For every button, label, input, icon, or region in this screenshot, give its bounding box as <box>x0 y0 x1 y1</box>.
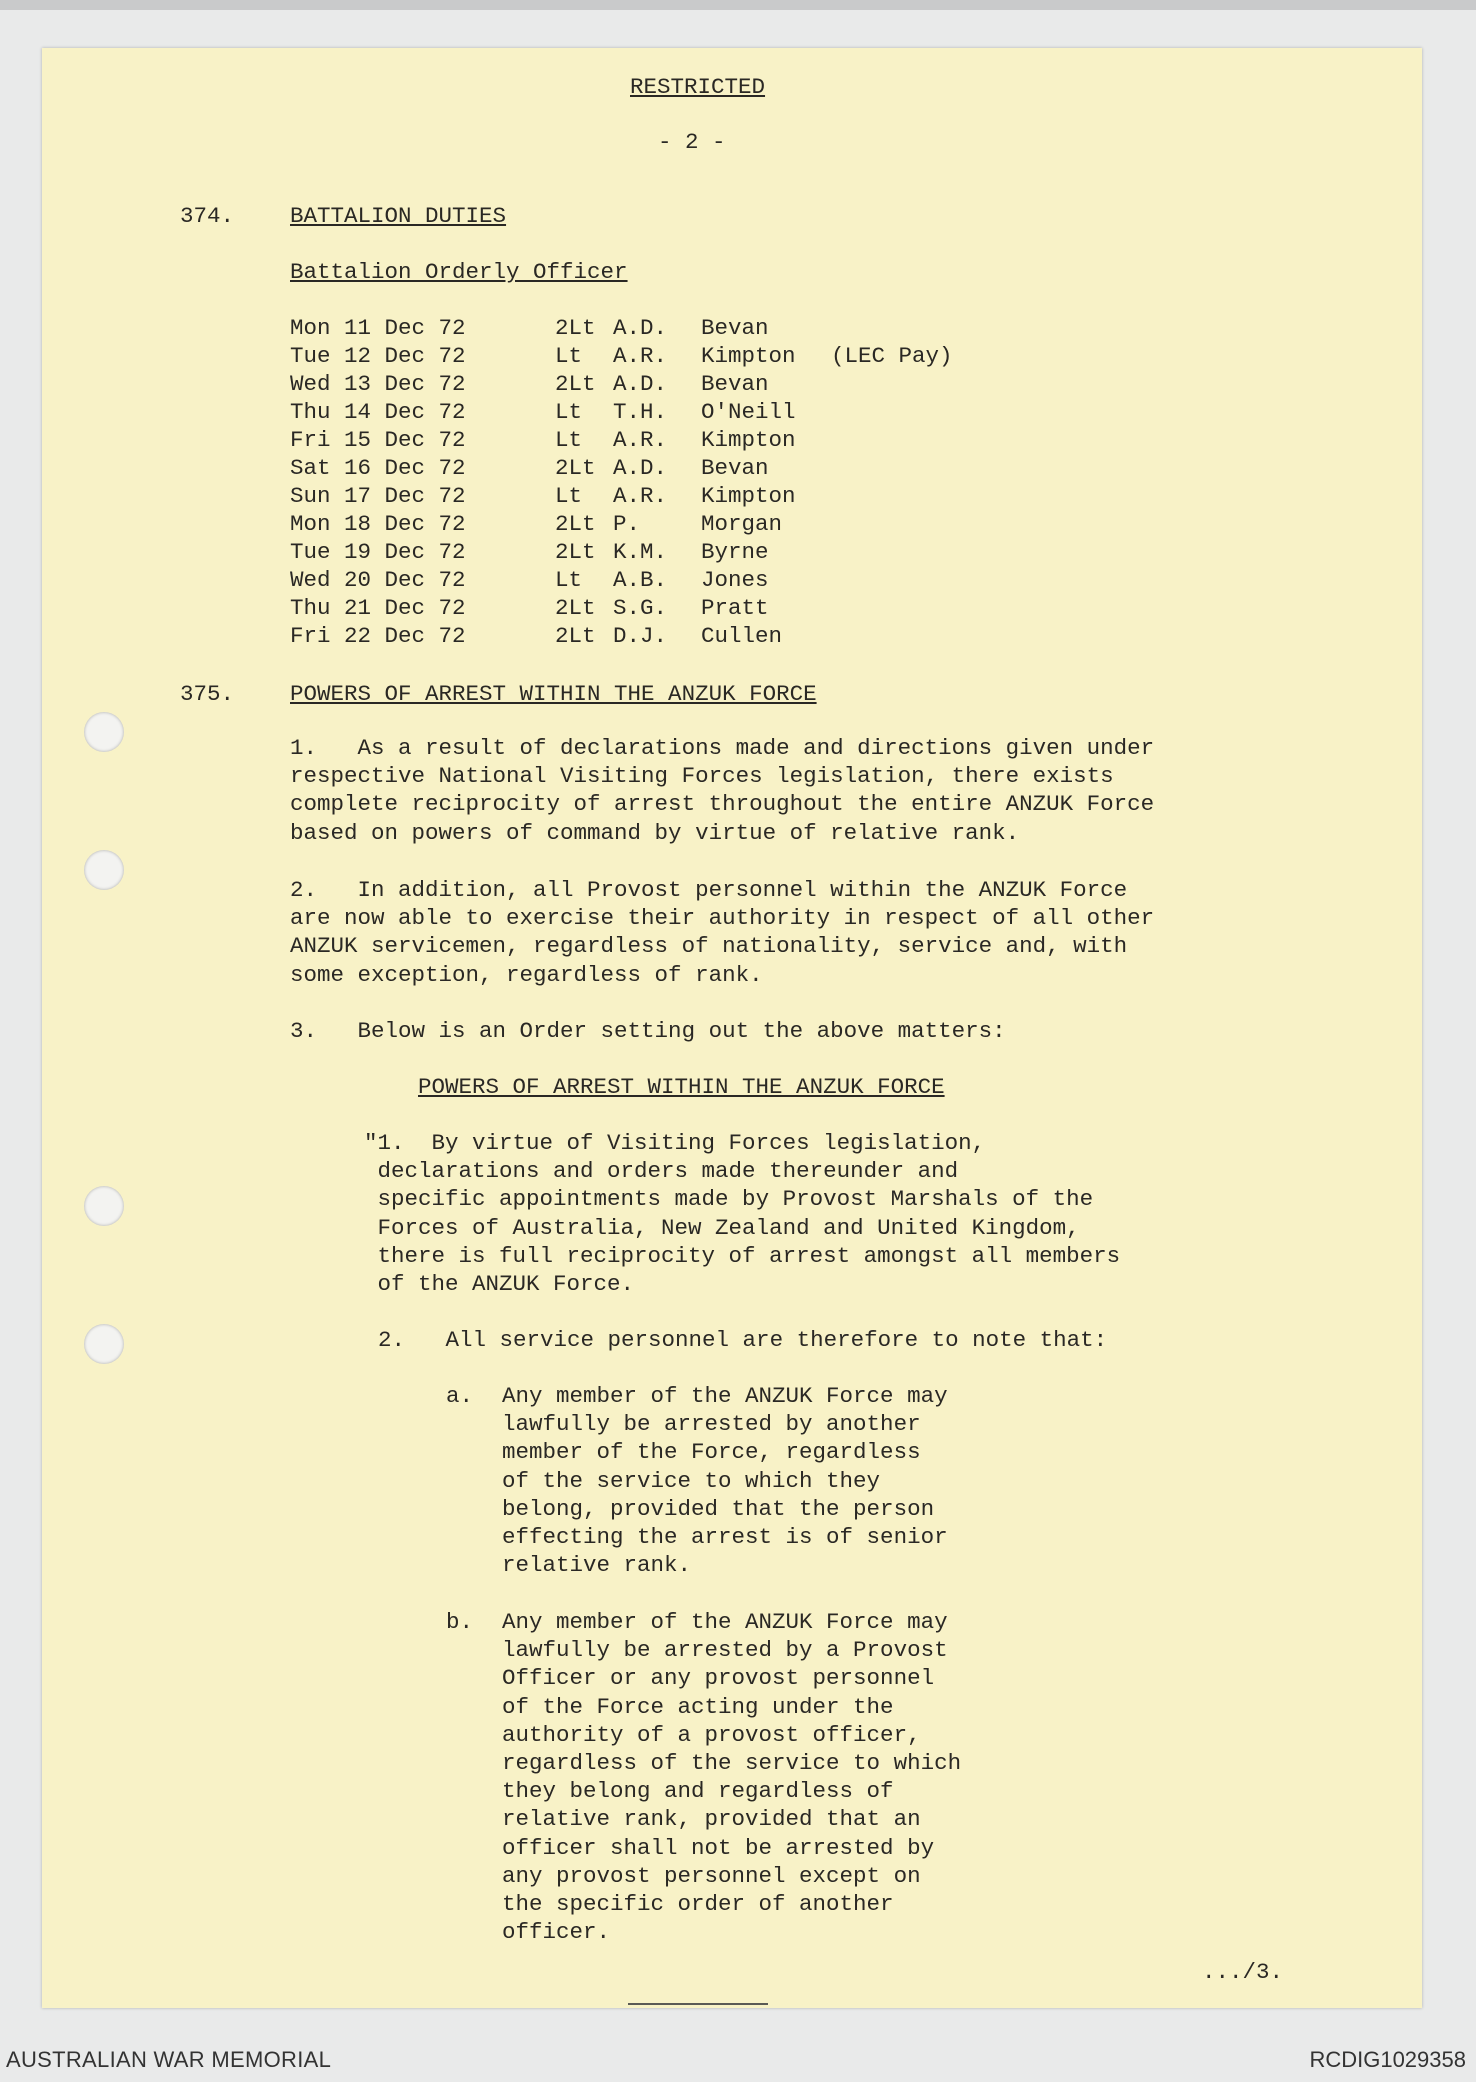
paragraph-2: 2. In addition, all Provost personnel within the ANZUK Force are now able to exercise their authority in respect of all other ANZUK servicemen, regardless of nationality, service and, with some exception, regardless of rank. <box>290 877 1155 988</box>
duty-row <box>290 566 831 594</box>
duty-initials: T.H. <box>613 399 668 425</box>
duty-row <box>290 594 831 622</box>
battalion-duties-heading: BATTALION DUTIES <box>290 203 507 229</box>
duty-note: (LEC Pay) <box>831 343 953 369</box>
order-heading: POWERS OF ARREST WITHIN THE ANZUK FORCE <box>418 1074 945 1100</box>
duty-name: Pratt <box>701 595 769 621</box>
duty-rank: Lt <box>555 567 583 593</box>
duty-initials: A.D. <box>613 371 668 397</box>
subpara-b-label: b. <box>446 1609 474 1635</box>
duty-initials: K.M. <box>613 539 668 565</box>
scan-top-bar <box>0 0 1476 10</box>
duty-initials: D.J. <box>613 623 668 649</box>
duty-rank: 2Lt <box>555 511 596 537</box>
duty-rank: Lt <box>555 483 583 509</box>
continuation-marker: .../3. <box>1202 1959 1284 1985</box>
duty-rank: Lt <box>555 427 583 453</box>
duty-rank: 2Lt <box>555 539 596 565</box>
duty-rank: 2Lt <box>555 315 596 341</box>
duty-rank: 2Lt <box>555 371 596 397</box>
duty-rank: Lt <box>555 399 583 425</box>
duty-initials: A.B. <box>613 567 668 593</box>
bottom-rule <box>628 2003 768 2005</box>
duty-date: Mon 11 Dec 72 <box>290 315 466 341</box>
duty-initials: A.D. <box>613 315 668 341</box>
duty-date: Tue 12 Dec 72 <box>290 343 466 369</box>
duty-date: Wed 13 Dec 72 <box>290 371 466 397</box>
duty-name: Bevan <box>701 455 769 481</box>
duty-initials: A.R. <box>613 483 668 509</box>
duty-initials: A.R. <box>613 343 668 369</box>
item-number-374: 374. <box>180 203 235 229</box>
powers-of-arrest-heading: POWERS OF ARREST WITHIN THE ANZUK FORCE <box>290 681 817 707</box>
duty-name: Kimpton <box>701 343 796 369</box>
duty-initials: S.G. <box>613 595 668 621</box>
duty-row <box>290 454 831 482</box>
duty-date: Sun 17 Dec 72 <box>290 483 466 509</box>
duty-row <box>290 482 831 510</box>
duty-initials: P. <box>613 511 641 537</box>
duty-date: Fri 22 Dec 72 <box>290 623 466 649</box>
page-number: - 2 - <box>658 129 726 155</box>
archive-credit: AUSTRALIAN WAR MEMORIAL <box>6 2047 332 2072</box>
duty-rank: 2Lt <box>555 455 596 481</box>
punch-hole <box>84 712 124 752</box>
duty-row <box>290 622 831 650</box>
duty-row <box>290 426 831 454</box>
duty-rank: Lt <box>555 343 583 369</box>
duty-initials: A.D. <box>613 455 668 481</box>
subpara-a: Any member of the ANZUK Force may lawfully be arrested by another member of the Force, regardless of the service to which they belong, provided that the person effecting the arrest is of senior relative rank. <box>502 1383 948 1579</box>
order-paragraph-2: 2. All service personnel are therefore to note that: <box>378 1327 1108 1353</box>
duty-date: Mon 18 Dec 72 <box>290 511 466 537</box>
punch-hole <box>84 1186 124 1226</box>
duty-row <box>290 510 831 538</box>
duty-name: Jones <box>701 567 769 593</box>
orderly-officer-subheading: Battalion Orderly Officer <box>290 259 628 285</box>
order-paragraph-1: "1. By virtue of Visiting Forces legislation, declarations and orders made thereunder and specific appointments made by Provost Marshals of the Forces of Australia, New Zealand and United Kingdom, there is full reciprocity of arrest amongst all members of the ANZUK Force. <box>364 1130 1121 1298</box>
duty-date: Sat 16 Dec 72 <box>290 455 466 481</box>
item-number-375: 375. <box>180 681 235 707</box>
duty-row <box>290 398 831 426</box>
duty-initials: A.R. <box>613 427 668 453</box>
duty-date: Fri 15 Dec 72 <box>290 427 466 453</box>
duty-row <box>290 342 953 370</box>
duty-name: Bevan <box>701 371 769 397</box>
duty-rank: 2Lt <box>555 595 596 621</box>
duty-name: Cullen <box>701 623 783 649</box>
duty-row <box>290 538 831 566</box>
duty-date: Thu 21 Dec 72 <box>290 595 466 621</box>
duty-row <box>290 314 831 342</box>
duty-date: Tue 19 Dec 72 <box>290 539 466 565</box>
duty-name: Morgan <box>701 511 783 537</box>
punch-hole <box>84 850 124 890</box>
classification-marking: RESTRICTED <box>630 74 766 100</box>
duty-row <box>290 370 831 398</box>
subpara-a-label: a. <box>446 1383 474 1409</box>
duty-date: Wed 20 Dec 72 <box>290 567 466 593</box>
duty-name: O'Neill <box>701 399 796 425</box>
duty-date: Thu 14 Dec 72 <box>290 399 466 425</box>
duty-name: Byrne <box>701 539 769 565</box>
paragraph-1: 1. As a result of declarations made and directions given under respective National Visiting Forces legislation, there exists complete reciprocity of arrest throughout the entire ANZUK Force based on powers of command by virtue of relative rank. <box>290 735 1155 846</box>
archive-reference: RCDIG1029358 <box>1309 2047 1466 2072</box>
paragraph-3: 3. Below is an Order setting out the above matters: <box>290 1018 1006 1044</box>
duty-name: Kimpton <box>701 483 796 509</box>
subpara-b: Any member of the ANZUK Force may lawfully be arrested by a Provost Officer or any provost personnel of the Force acting under the authority of a provost officer, regardless of the service to which they belong and regardless of relative rank, provided that an officer shall not be arrested by any provost personnel except on the specific order of another officer. <box>502 1609 962 1946</box>
duty-rank: 2Lt <box>555 623 596 649</box>
duty-name: Bevan <box>701 315 769 341</box>
punch-hole <box>84 1324 124 1364</box>
duty-name: Kimpton <box>701 427 796 453</box>
